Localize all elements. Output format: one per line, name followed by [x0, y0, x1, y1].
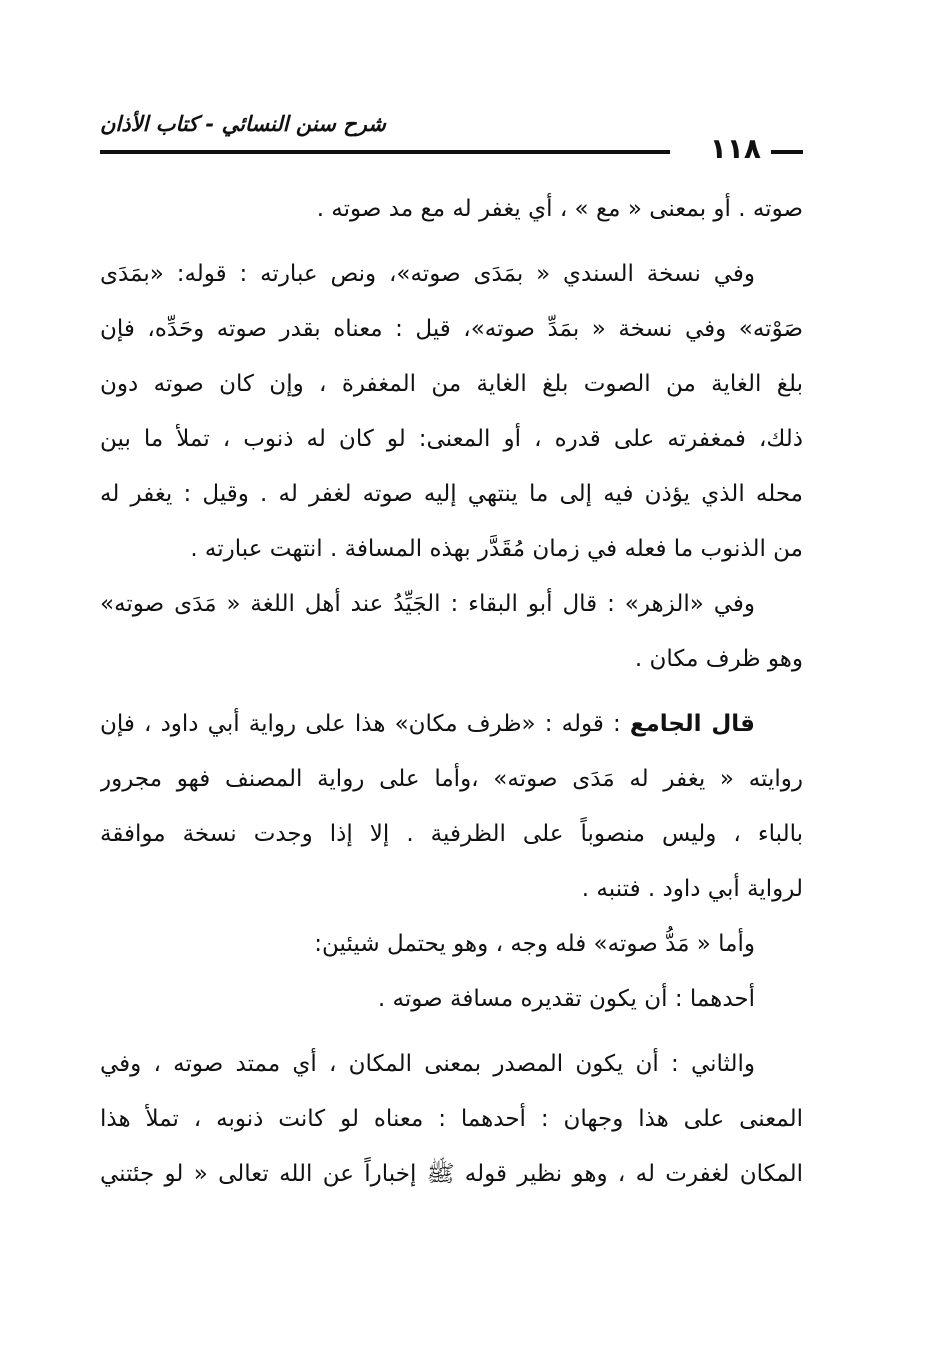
- text-line: وهو ظرف مكان .: [634, 646, 803, 672]
- paragraph: [100, 972, 803, 1027]
- lead-phrase: قال الجامع: [629, 711, 755, 737]
- text-line: لرواية أبي داود . فتنبه .: [581, 876, 803, 902]
- text-line: وفي «الزهر» : قال أبو البقاء : الجَيِّدُ عند أهل اللغة « مَدَى صوته»: [100, 591, 755, 617]
- running-title: شرح سنن النسائي - كتاب الأذان: [100, 112, 386, 136]
- text-line: والثاني : أن يكون المصدر بمعنى المكان ، أي ممتد صوته ، وفي: [100, 1051, 755, 1077]
- text-line: المكان لغفرت له ، وهو نظير قوله ﷺ إخباراً عن الله تعالى « لو جئتني: [100, 1161, 803, 1187]
- paragraph: [100, 1037, 803, 1202]
- paragraph-gap: [100, 1027, 803, 1037]
- text-line: روايته « يغفر له مَدَى صوته» ،وأما على رواية المصنف فهو مجرور: [100, 766, 803, 792]
- paragraph: [100, 917, 803, 972]
- text-line: صوته . أو بمعنى « مع » ، أي يغفر له مع مد صوته .: [316, 196, 803, 222]
- text-span: : قوله : «ظرف مكان» هذا على رواية أبي داود ، فإن: [100, 711, 630, 737]
- text-line: وفي نسخة السندي « بمَدَى صوته»، ونص عبارته : قوله: «بمَدَى: [100, 261, 755, 287]
- header-dash: [771, 150, 803, 154]
- paragraph-gap: [100, 687, 803, 697]
- page-body: [100, 182, 803, 1202]
- paragraph: [100, 247, 803, 577]
- text-line: [100, 697, 803, 752]
- paragraph: [100, 182, 803, 237]
- text-line: أحدهما : أن يكون تقديره مسافة صوته .: [377, 986, 755, 1012]
- paragraph: [100, 697, 803, 917]
- text-line: بالباء ، وليس منصوباً على الظرفية . إلا إذا وجدت نسخة موافقة: [100, 821, 803, 847]
- paragraph: [100, 577, 803, 687]
- text-line: ذلك، فمغفرته على قدره ، أو المعنى: لو كان له ذنوب ، تملأ ما بين: [100, 426, 803, 452]
- text-line: من الذنوب ما فعله في زمان مُقَدَّر بهذه المسافة . انتهت عبارته .: [190, 536, 803, 562]
- text-line: المعنى على هذا وجهان : أحدهما : معناه لو كانت ذنوبه ، تملأ هذا: [100, 1106, 803, 1132]
- paragraph-gap: [100, 237, 803, 247]
- page-header: [100, 112, 803, 165]
- page-number: ١١٨: [709, 132, 761, 165]
- text-line: صَوْته» وفي نسخة « بمَدِّ صوته»، قيل : معناه بقدر صوته وحَدِّه، فإن: [100, 316, 803, 342]
- text-line: وأما « مَدُّ صوته» فله وجه ، وهو يحتمل شيئين:: [314, 931, 755, 957]
- text-line: بلغ الغاية من الصوت بلغ الغاية من المغفرة ، وإن كان صوته دون: [100, 371, 803, 397]
- header-rule: [100, 150, 670, 154]
- text-line: محله الذي يؤذن فيه إلى ما ينتهي إليه صوته لغفر له . وقيل : يغفر له: [100, 481, 803, 507]
